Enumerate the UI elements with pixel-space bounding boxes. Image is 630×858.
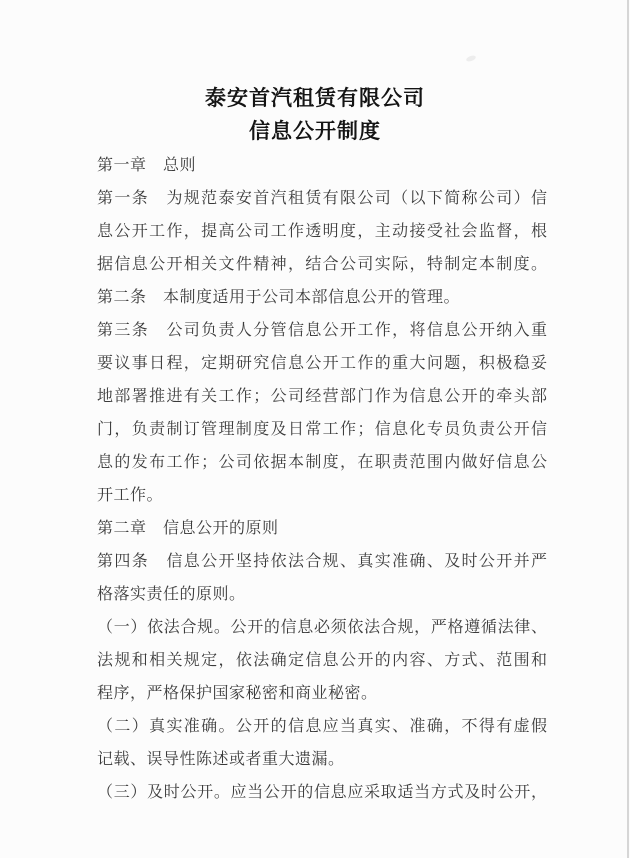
text-line: 第三条 公司负责人分管信息公开工作，将信息公开纳入重 <box>97 322 547 339</box>
text-line: 要议事日程，定期研究信息公开工作的重大问题，积极稳妥 <box>97 355 547 372</box>
text-line: 地部署推进有关工作；公司经营部门作为信息公开的牵头部 <box>97 388 547 405</box>
text-line: 程序，严格保护国家秘密和商业秘密。 <box>97 685 378 702</box>
text-line: （一）依法合规。公开的信息必须依法合规，严格遵循法律、 <box>97 619 547 636</box>
chapter-heading: 第一章 总则 <box>97 157 197 174</box>
document-title-company: 泰安首汽租赁有限公司 <box>205 86 425 110</box>
text-line: （三）及时公开。应当公开的信息应采取适当方式及时公开， <box>97 784 547 801</box>
text-line: 息公开工作，提高公司工作透明度，主动接受社会监督，根 <box>97 223 547 240</box>
text-line: （二）真实准确。公开的信息应当真实、准确，不得有虚假 <box>97 718 547 735</box>
text-line: 格落实责任的原则。 <box>97 586 246 603</box>
text-line: 门，负责制订管理制度及日常工作；信息化专员负责公开信 <box>97 421 547 438</box>
scan-artifact <box>465 54 476 62</box>
text-line: 第二条 本制度适用于公司本部信息公开的管理。 <box>97 289 461 306</box>
document-body <box>97 149 547 809</box>
document-title-block <box>0 82 630 148</box>
text-line: 法规和相关规定，依法确定信息公开的内容、方式、范围和 <box>97 652 547 669</box>
text-line: 第四条 信息公开坚持依法合规、真实准确、及时公开并严 <box>97 553 547 570</box>
text-line: 息的发布工作；公司依据本制度，在职责范围内做好信息公 <box>97 454 547 471</box>
document-title-subject: 信息公开制度 <box>249 119 381 143</box>
chapter-heading: 第二章 信息公开的原则 <box>97 520 279 537</box>
text-line: 开工作。 <box>97 487 164 504</box>
text-line: 据信息公开相关文件精神，结合公司实际，特制定本制度。 <box>97 256 547 273</box>
text-line: 记载、误导性陈述或者重大遗漏。 <box>97 751 345 768</box>
text-line: 第一条 为规范泰安首汽租赁有限公司（以下简称公司）信 <box>97 190 547 207</box>
